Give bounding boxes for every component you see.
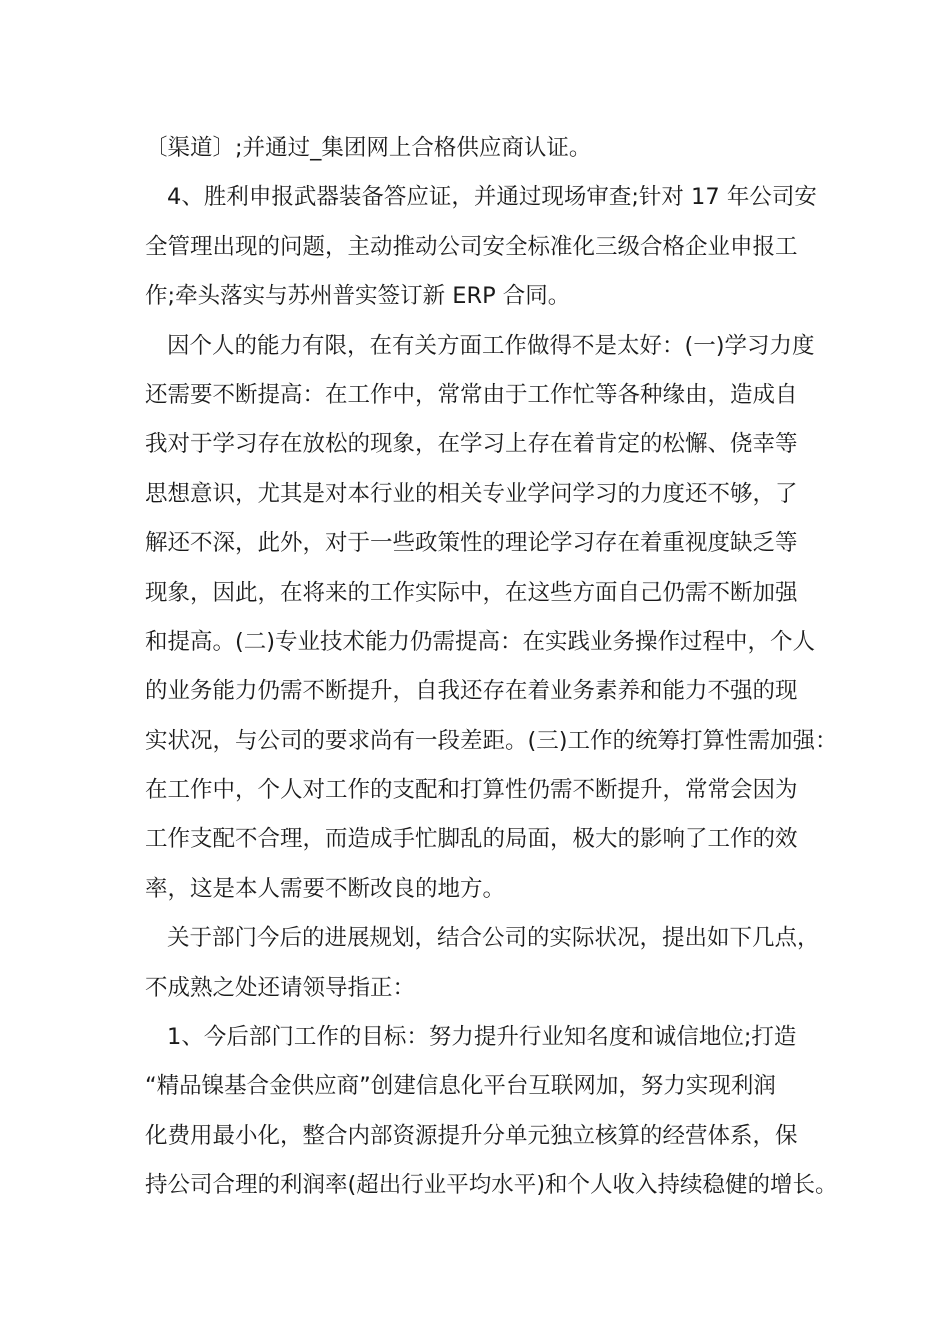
paragraph [145, 173, 827, 321]
text-line: 不成熟之处还请领导指正： [145, 974, 416, 1001]
paragraph [145, 322, 838, 915]
text-line: 在工作中，个人对工作的支配和打算性仍需不断提升，常常会因为 [145, 777, 798, 804]
text-line: 我对于学习存在放松的现象，在学习上存在着肯定的松懈、侥幸等 [145, 431, 798, 458]
text-line: 全管理出现的问题，主动推动公司安全标准化三级合格企业申报工 [145, 233, 798, 260]
paragraph [145, 1013, 838, 1211]
text-line: 作;牵头落实与苏州普实签订新 ERP 合同。 [145, 283, 571, 310]
text-line: 持公司合理的利润率(超出行业平均水平)和个人收入持续稳健的增长。 [145, 1172, 838, 1199]
text-line: 现象，因此，在将来的工作实际中，在这些方面自己仍需不断加强 [145, 579, 798, 606]
text-line: 1、今后部门工作的目标：努力提升行业知名度和诚信地位;打造 [167, 1024, 797, 1051]
text-line: 实状况，与公司的要求尚有一段差距。(三)工作的统筹打算性需加强： [145, 727, 838, 754]
text-line: 还需要不断提高：在工作中，常常由于工作忙等各种缘由，造成自 [145, 381, 798, 408]
text-line: 工作支配不合理，而造成手忙脚乱的局面，极大的影响了工作的效 [145, 826, 798, 853]
text-line: 因个人的能力有限，在有关方面工作做得不是太好：(一)学习力度 [167, 332, 815, 359]
text-line: 关于部门今后的进展规划，结合公司的实际状况，提出如下几点， [167, 925, 820, 952]
text-line: 解还不深，此外，对于一些政策性的理论学习存在着重视度缺乏等 [145, 530, 798, 557]
text-line: 化费用最小化，整合内部资源提升分单元独立核算的经营体系，保 [145, 1122, 798, 1149]
paragraph [145, 124, 827, 173]
text-line: 〔渠道〕;并通过_集团网上合格供应商认证。 [145, 135, 592, 161]
text-line: 和提高。(二)专业技术能力仍需提高：在实践业务操作过程中，个人 [145, 628, 816, 655]
text-line: 4、胜利申报武器装备答应证，并通过现场审查;针对 17 年公司安 [167, 184, 817, 211]
document-body [145, 124, 838, 1211]
text-line: 的业务能力仍需不断提升，自我还存在着业务素养和能力不强的现 [145, 678, 798, 705]
paragraph [145, 914, 827, 1013]
text-line: 思想意识，尤其是对本行业的相关专业学问学习的力度还不够，了 [145, 480, 798, 507]
text-line: “精品镍基合金供应商”创建信息化平台互联网加，努力实现利润 [145, 1073, 776, 1100]
text-line: 率，这是本人需要不断改良的地方。 [145, 875, 506, 902]
